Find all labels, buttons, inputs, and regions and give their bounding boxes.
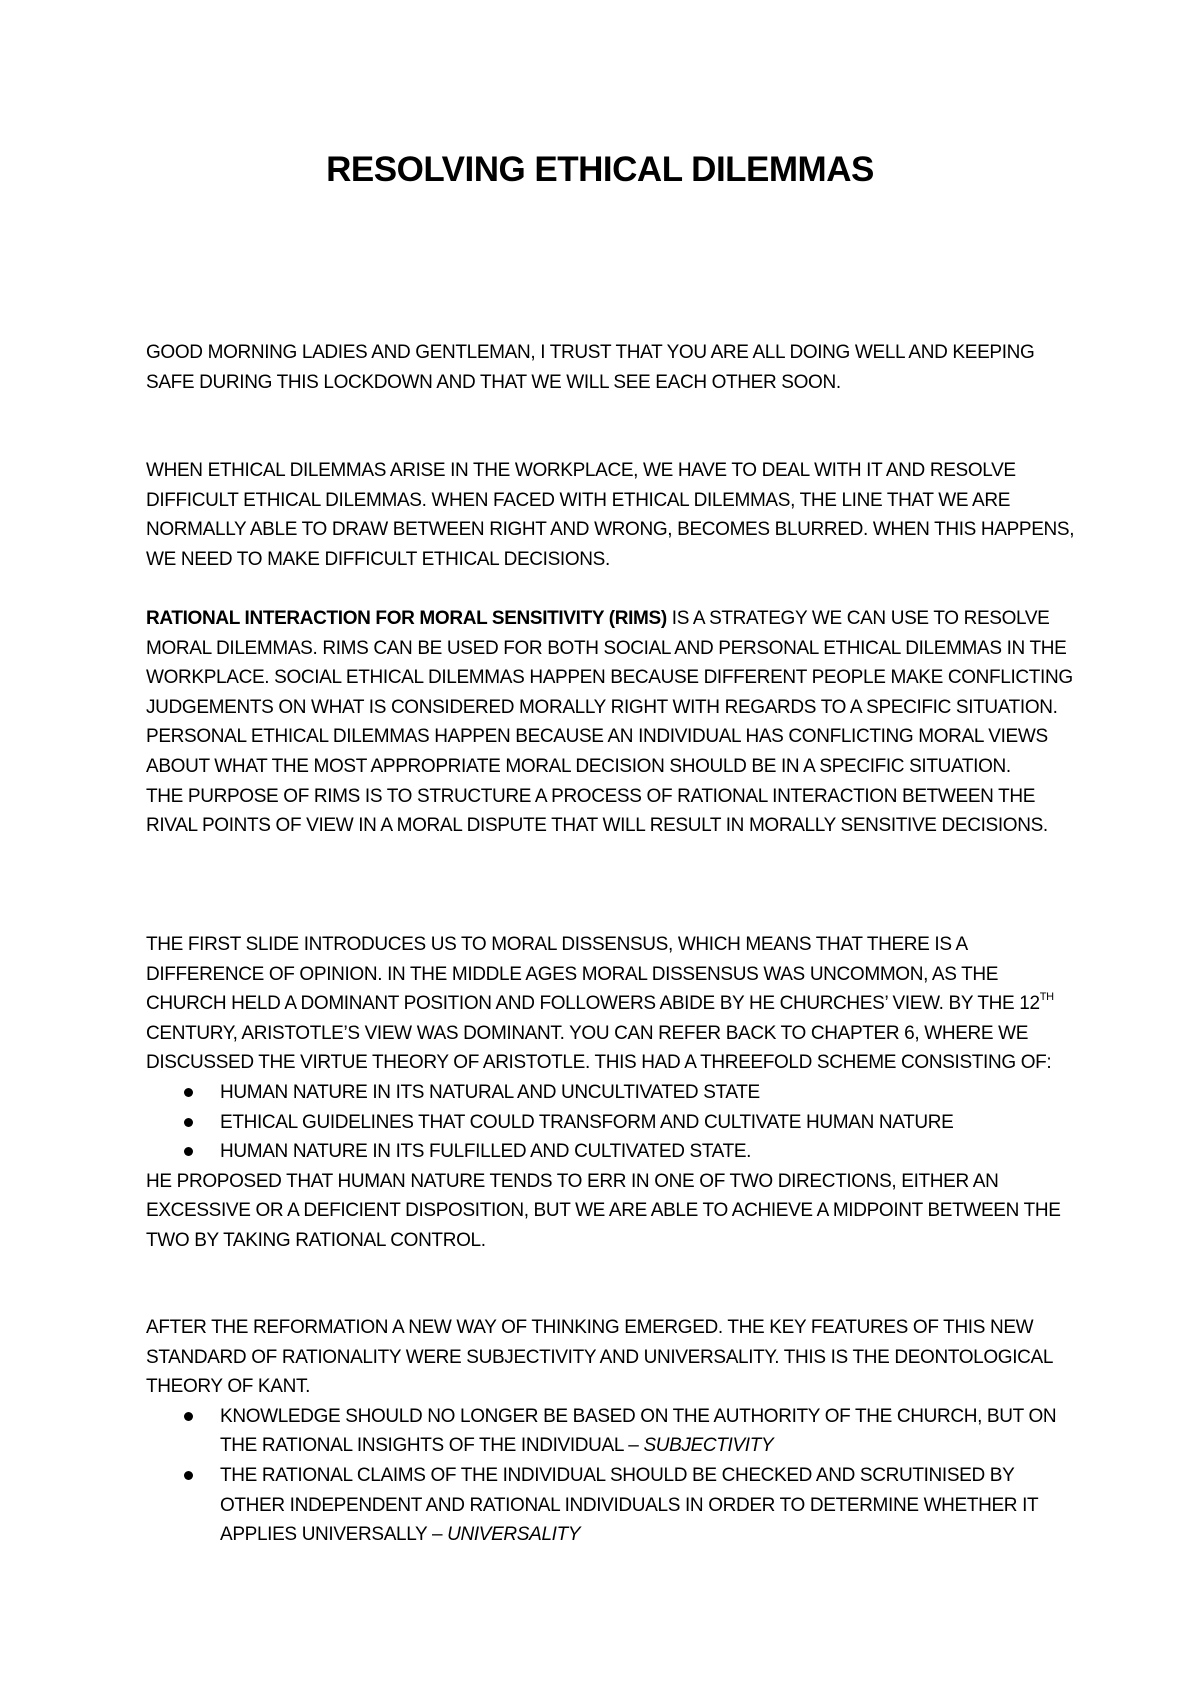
dissensus-section (146, 930, 1076, 1256)
bullet-icon (184, 1412, 193, 1421)
greeting-text: GOOD MORNING LADIES AND GENTLEMAN, I TRUST THAT YOU ARE ALL DOING WELL AND KEEPING SAFE DURING THIS LOCKDOWN AND THAT WE WILL SEE EACH OTHER SOON. (146, 342, 1035, 393)
list-item-emphasis: SUBJECTIVITY (643, 1435, 774, 1457)
aristotle-scheme-list (146, 1078, 1076, 1167)
rims-text: IS A STRATEGY WE CAN USE TO RESOLVE MORAL DILEMMAS. RIMS CAN BE USED FOR BOTH SOCIAL AND PERSONAL ETHICAL DILEMMAS IN THE WORKPLACE. SOCIAL ETHICAL DILEMMAS HAPPEN BECAUSE DIFFERENT PEOPLE MAKE CONFLICTING JUDGEMENTS ON WHAT IS CONSIDERED MORALLY RIGHT WITH REGARDS TO A SPECIFIC SITUATION. PERSONAL ETHICAL DILEMMAS HAPPEN BECAUSE AN INDIVIDUAL HAS CONFLICTING MORAL VIEWS ABOUT WHAT THE MOST APPROPRIATE MORAL DECISION SHOULD BE IN A SPECIFIC SITUATION. (146, 608, 1073, 777)
dissensus-text-after: CENTURY, ARISTOTLE’S VIEW WAS DOMINANT. YOU CAN REFER BACK TO CHAPTER 6, WHERE WE DISCUSSED THE VIRTUE THEORY OF ARISTOTLE. THIS HAD A THREEFOLD SCHEME CONSISTING OF: (146, 1022, 1052, 1074)
list-item (146, 1078, 1076, 1108)
kant-features-list (146, 1402, 1076, 1550)
greeting-paragraph (146, 338, 1076, 397)
rims-purpose: THE PURPOSE OF RIMS IS TO STRUCTURE A PROCESS OF RATIONAL INTERACTION BETWEEN THE RIVAL POINTS OF VIEW IN A MORAL DISPUTE THAT WILL RESULT IN MORALLY SENSITIVE DECISIONS. (146, 785, 1048, 837)
list-item-text: ETHICAL GUIDELINES THAT COULD TRANSFORM AND CULTIVATE HUMAN NATURE (220, 1111, 954, 1133)
list-item-text: HUMAN NATURE IN ITS FULFILLED AND CULTIVATED STATE. (220, 1141, 752, 1163)
bullet-icon (184, 1471, 193, 1480)
list-item-text: KNOWLEDGE SHOULD NO LONGER BE BASED ON THE AUTHORITY OF THE CHURCH, BUT ON THE RATIONAL INSIGHTS OF THE INDIVIDUAL – (220, 1405, 1057, 1457)
reformation-section (146, 1313, 1076, 1550)
rims-term: RATIONAL INTERACTION FOR MORAL SENSITIVITY (RIMS) (146, 608, 667, 629)
list-item-text: HUMAN NATURE IN ITS NATURAL AND UNCULTIVATED STATE (220, 1081, 760, 1103)
rims-paragraph (146, 604, 1076, 782)
dissensus-closing: HE PROPOSED THAT HUMAN NATURE TENDS TO ERR IN ONE OF TWO DIRECTIONS, EITHER AN EXCESSIVE OR A DEFICIENT DISPOSITION, BUT WE ARE ABLE TO ACHIEVE A MIDPOINT BETWEEN THE TWO BY TAKING RATIONAL CONTROL. (146, 1170, 1061, 1251)
list-item-emphasis: UNIVERSALITY (447, 1524, 581, 1546)
list-item (146, 1108, 1076, 1138)
rims-section (146, 604, 1076, 841)
dilemmas-paragraph (146, 456, 1076, 574)
century-superscript: TH (1039, 990, 1054, 1003)
dissensus-text-before: THE FIRST SLIDE INTRODUCES US TO MORAL DISSENSUS, WHICH MEANS THAT THERE IS A DIFFERENCE OF OPINION. IN THE MIDDLE AGES MORAL DISSENSUS WAS UNCOMMON, AS THE CHURCH HELD A DOMINANT POSITION AND FOLLOWERS ABIDE BY HE CHURCHES’ VIEW. BY THE 12 (146, 934, 1040, 1015)
bullet-icon (184, 1147, 193, 1156)
reformation-paragraph: AFTER THE REFORMATION A NEW WAY OF THINKING EMERGED. THE KEY FEATURES OF THIS NEW STANDARD OF RATIONALITY WERE SUBJECTIVITY AND UNIVERSALITY. THIS IS THE DEONTOLOGICAL THEORY OF KANT. (146, 1317, 1053, 1398)
dilemmas-text: WHEN ETHICAL DILEMMAS ARISE IN THE WORKPLACE, WE HAVE TO DEAL WITH IT AND RESOLVE DIFFICULT ETHICAL DILEMMAS. WHEN FACED WITH ETHICAL DILEMMAS, THE LINE THAT WE ARE NORMALLY ABLE TO DRAW BETWEEN RIGHT AND WRONG, BECOMES BLURRED. WHEN THIS HAPPENS, WE NEED TO MAKE DIFFICULT ETHICAL DECISIONS. (146, 460, 1075, 570)
list-item-text: THE RATIONAL CLAIMS OF THE INDIVIDUAL SHOULD BE CHECKED AND SCRUTINISED BY OTHER INDEPENDENT AND RATIONAL INDIVIDUALS IN ORDER TO DETERMINE WHETHER IT APPLIES UNIVERSALLY – (220, 1464, 1038, 1546)
page-title: RESOLVING ETHICAL DILEMMAS (326, 150, 874, 189)
bullet-icon (184, 1088, 193, 1097)
bullet-icon (184, 1118, 193, 1127)
dissensus-paragraph (146, 930, 1076, 1078)
list-item (146, 1402, 1076, 1461)
list-item (146, 1461, 1076, 1550)
list-item (146, 1137, 1076, 1167)
